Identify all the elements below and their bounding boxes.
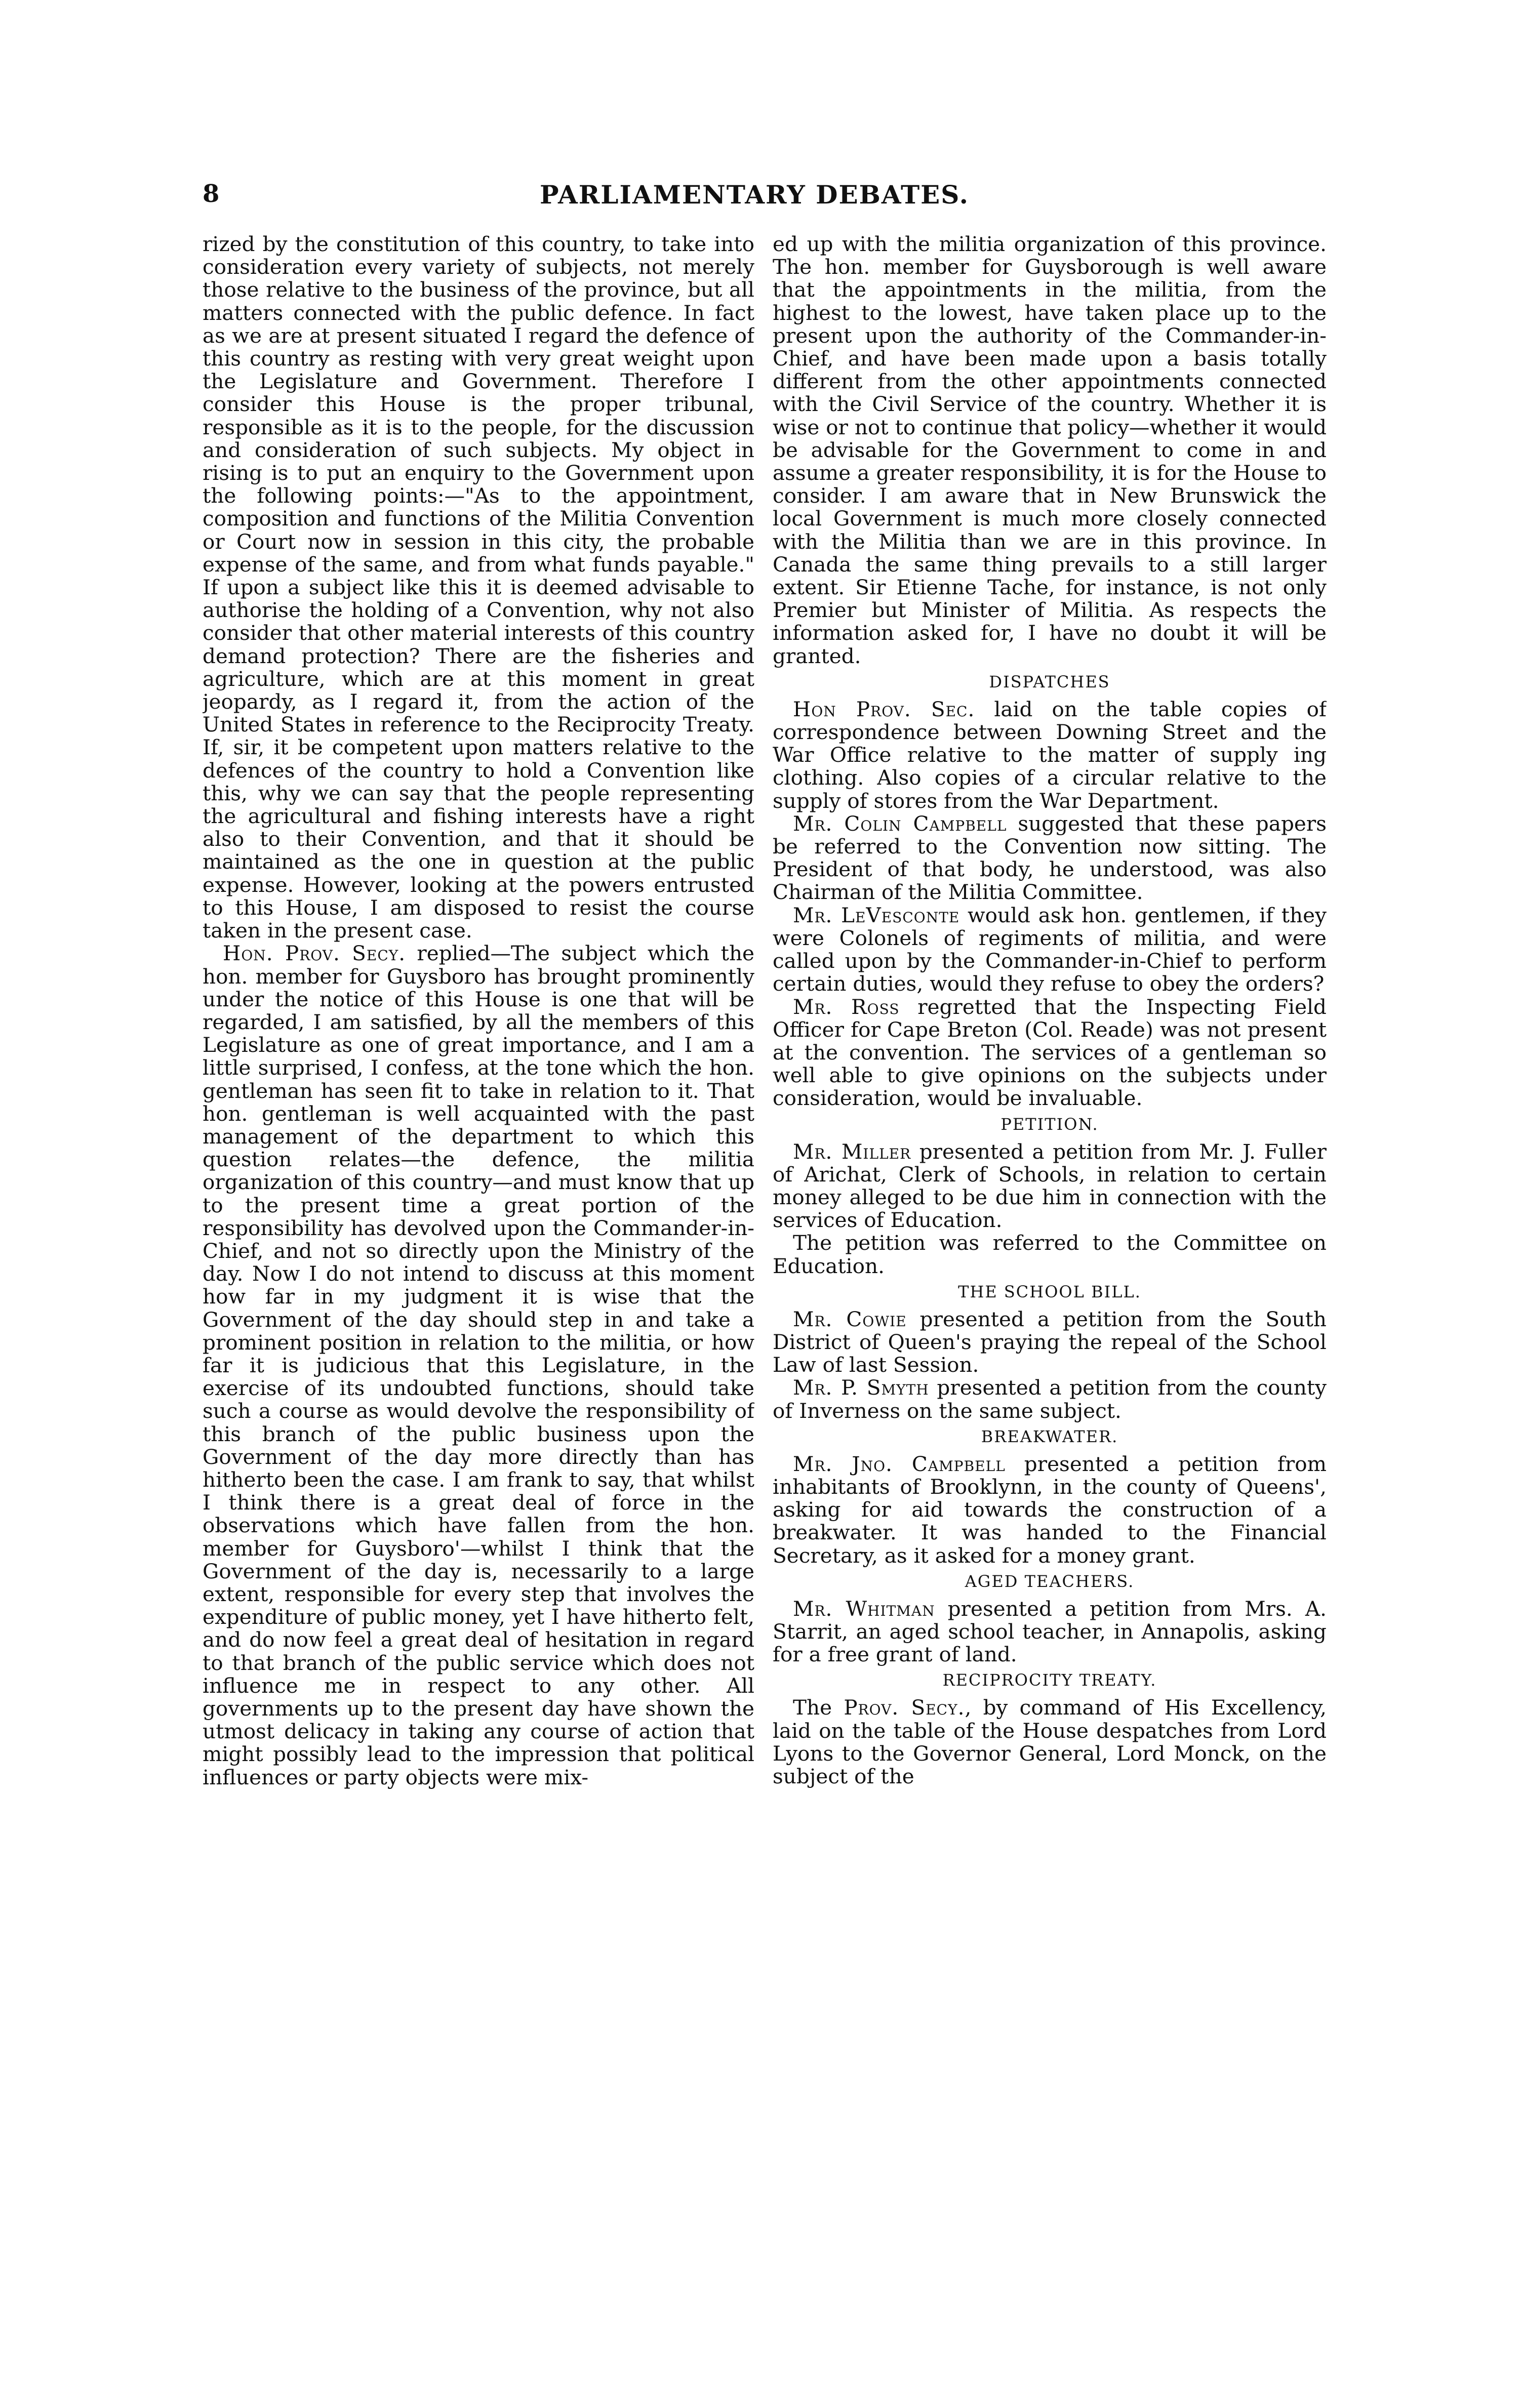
paragraph-prov-secy-reply xyxy=(203,942,754,1789)
paragraph-whitman xyxy=(773,1598,1327,1666)
paragraph-ross xyxy=(773,996,1327,1110)
page-number: 8 xyxy=(203,180,220,208)
speaker-name: Hon. Prov. Secy. xyxy=(223,941,406,966)
speech-text: presented a petition from the South District of Queen's praying the repeal of the School Law of last Session. xyxy=(773,1307,1327,1377)
paragraph-levesconte xyxy=(773,904,1327,996)
speaker-name: Mr. Ross xyxy=(793,994,900,1019)
speech-prefix: The xyxy=(793,1695,844,1720)
speaker-name: Prov. Secy. xyxy=(844,1695,965,1720)
page-header xyxy=(203,180,1306,215)
section-heading-dispatches: DISPATCHES xyxy=(989,672,1110,691)
speaker-name: Mr. Cowie xyxy=(793,1307,907,1331)
speech-text: replied—The subject which the hon. member for Guysboro has brought prominently under the notice of this House is one that will be regarded, I am satisfied, by all the members of this Legislature as one of great importance, and I am a little surprised, I confess, at the tone which the hon. gentleman has seen fit to take in relation to it. That hon. gentleman is well acquainted with the past management of the department to which this question relates—the defence, the militia organization of this country—and must know that up to the present time a great portion of the responsibility has devolved upon the Commander-in-Chief, and not so directly upon the Ministry of the day. Now I do not intend to discuss at this moment how far in my judgment it is wise that the Government of the day should step in and take a prominent position in relation to the militia, or how far it is judicious that this Legislature, in the exercise of its undoubted functions, should take such a course as would devolve the responsibility of this branch of the public business upon the Government of the day more directly than has hitherto been the case. I am frank to say, that whilst I think there is a great deal of force in the observations which have fallen from the hon. member for Guysboro'—whilst I think that the Government of the day is, necessarily to a large extent, responsible for every step that involves the expenditure of public money, yet I have hitherto felt, and do now feel a great deal of hesitation in regard to that branch of the public service which does not influence me in respect to any other. All governments up to the present day have shown the utmost delicacy in taking any course of action that might possibly lead to the impression that political influences or party objects were mix- xyxy=(203,941,754,1789)
paragraph-petition-referred: The petition was referred to the Committee on Education. xyxy=(773,1231,1327,1278)
speech-text: presented a petition from inhabitants of Brooklynn, in the county of Queens', asking for aid towards the construction of a breakwater. It was handed to the Financial Secretary, as it asked for a money grant. xyxy=(773,1451,1327,1568)
paragraph-jno-campbell xyxy=(773,1453,1327,1567)
speaker-name: Mr. P. Smyth xyxy=(793,1375,929,1400)
speaker-name: Mr. LeVesconte xyxy=(793,903,960,927)
speaker-name: Hon Prov. Sec. xyxy=(793,697,975,721)
speech-text: laid on the table copies of correspondence between Downing Street and the War Office relative to the matter of supply ing clothing. Also copies of a circular relative to the supply of stores from the War Department. xyxy=(773,697,1327,813)
running-title: PARLIAMENTARY DEBATES. xyxy=(539,180,970,210)
speech-text: presented a petition from Mrs. A. Starrit, an aged school teacher, in Annapolis, asking for a free grant of land. xyxy=(773,1596,1327,1667)
paragraph-miller xyxy=(773,1140,1327,1232)
section-heading-breakwater: BREAKWATER. xyxy=(981,1426,1118,1446)
speech-text: presented a petition from Mr. J. Fuller of Arichat, Clerk of Schools, in relation to certain money alleged to be due him in connection with the services of Education. xyxy=(773,1139,1327,1233)
right-column xyxy=(773,233,1327,2334)
paragraph-continued: rized by the constitution of this country, to take into consideration every variety of subjects, not merely those relative to the business of the province, but all matters connected with the public defence. In fact as we are at present situated I regard the defence of this country as resting with very great weight upon the Legislature and Government. Therefore I consider this House is the proper tribunal, responsible as it is to the people, for the discussion and consideration of such subjects. My object in rising is to put an enquiry to the Government upon the following points:—"As to the appointment, composition and functions of the Militia Convention or Court now in session in this city, the probable expense of the same, and from what funds payable." If upon a subject like this it is deemed advisable to authorise the holding of a Convention, why not also consider that other material interests of this country demand protection? There are the fisheries and agriculture, which are at this moment in great jeopardy, as I regard it, from the action of the United States in reference to the Reciprocity Treaty. If, sir, it be competent upon matters relative to the defences of the country to hold a Convention like this, why we can say that the people representing the agricultural and fishing interests have a right also to their Convention, and that it should be maintained as the one in question at the public expense. However, looking at the powers entrusted to this House, I am disposed to resist the course taken in the present case. xyxy=(203,233,754,943)
left-column xyxy=(203,233,754,2334)
paragraph-continued: ed up with the militia organization of this province. The hon. member for Guysborough is well aware that the appointments in the militia, from the highest to the lowest, have taken place up to the present upon the authority of the Commander-in-Chief, and have been made upon a basis totally different from the other appointments connected with the Civil Service of the country. Whether it is wise or not to continue that policy—whether it would be advisable for the Government to come in and assume a greater responsibility, it is for the House to consider. I am aware that in New Brunswick the local Government is much more closely connected with the Militia than we are in this province. In Canada the same thing prevails to a still larger extent. Sir Etienne Tache, for instance, is not only Premier but Minister of Militia. As respects the information asked for, I have no doubt it will be granted. xyxy=(773,233,1327,668)
speaker-name: Mr. Whitman xyxy=(793,1596,935,1621)
speech-text: regretted that the Inspecting Field Officer for Cape Breton (Col. Reade) was not present at the convention. The services of a gentleman so well able to give opinions on the subjects under consideration, would be invaluable. xyxy=(773,994,1327,1111)
speech-text: presented a petition from the county of Inverness on the same subject. xyxy=(773,1375,1327,1423)
speech-text: suggested that these papers be referred to the Convention now sitting. The President of that body, he understood, was also Chairman of the Militia Committee. xyxy=(773,811,1327,905)
speaker-name: Mr. Miller xyxy=(793,1139,911,1164)
paragraph-colin-campbell xyxy=(773,812,1327,904)
section-heading-school-bill: THE SCHOOL BILL. xyxy=(958,1282,1141,1301)
speaker-name: Mr. Colin Campbell xyxy=(793,811,1007,836)
section-heading-petition: PETITION. xyxy=(1000,1114,1099,1134)
section-heading-reciprocity-treaty: RECIPROCITY TREATY. xyxy=(942,1670,1157,1690)
section-heading-aged-teachers: AGED TEACHERS. xyxy=(965,1571,1135,1591)
paragraph-dispatches xyxy=(773,698,1327,812)
paragraph-cowie xyxy=(773,1308,1327,1377)
speaker-name: Mr. Jno. Campbell xyxy=(793,1451,1006,1476)
speech-text: would ask hon. gentlemen, if they were Colonels of regiments of militia, and were called upon by the Commander-in-Chief to perform certain duties, would they refuse to obey the orders? xyxy=(773,903,1327,996)
speech-text: , by command of His Excellency, laid on the table of the House despatches from Lord Lyons to the Governor General, Lord Monck, on the subject of the xyxy=(773,1695,1327,1788)
paragraph-reciprocity xyxy=(773,1696,1327,1788)
paragraph-smyth xyxy=(773,1376,1327,1422)
